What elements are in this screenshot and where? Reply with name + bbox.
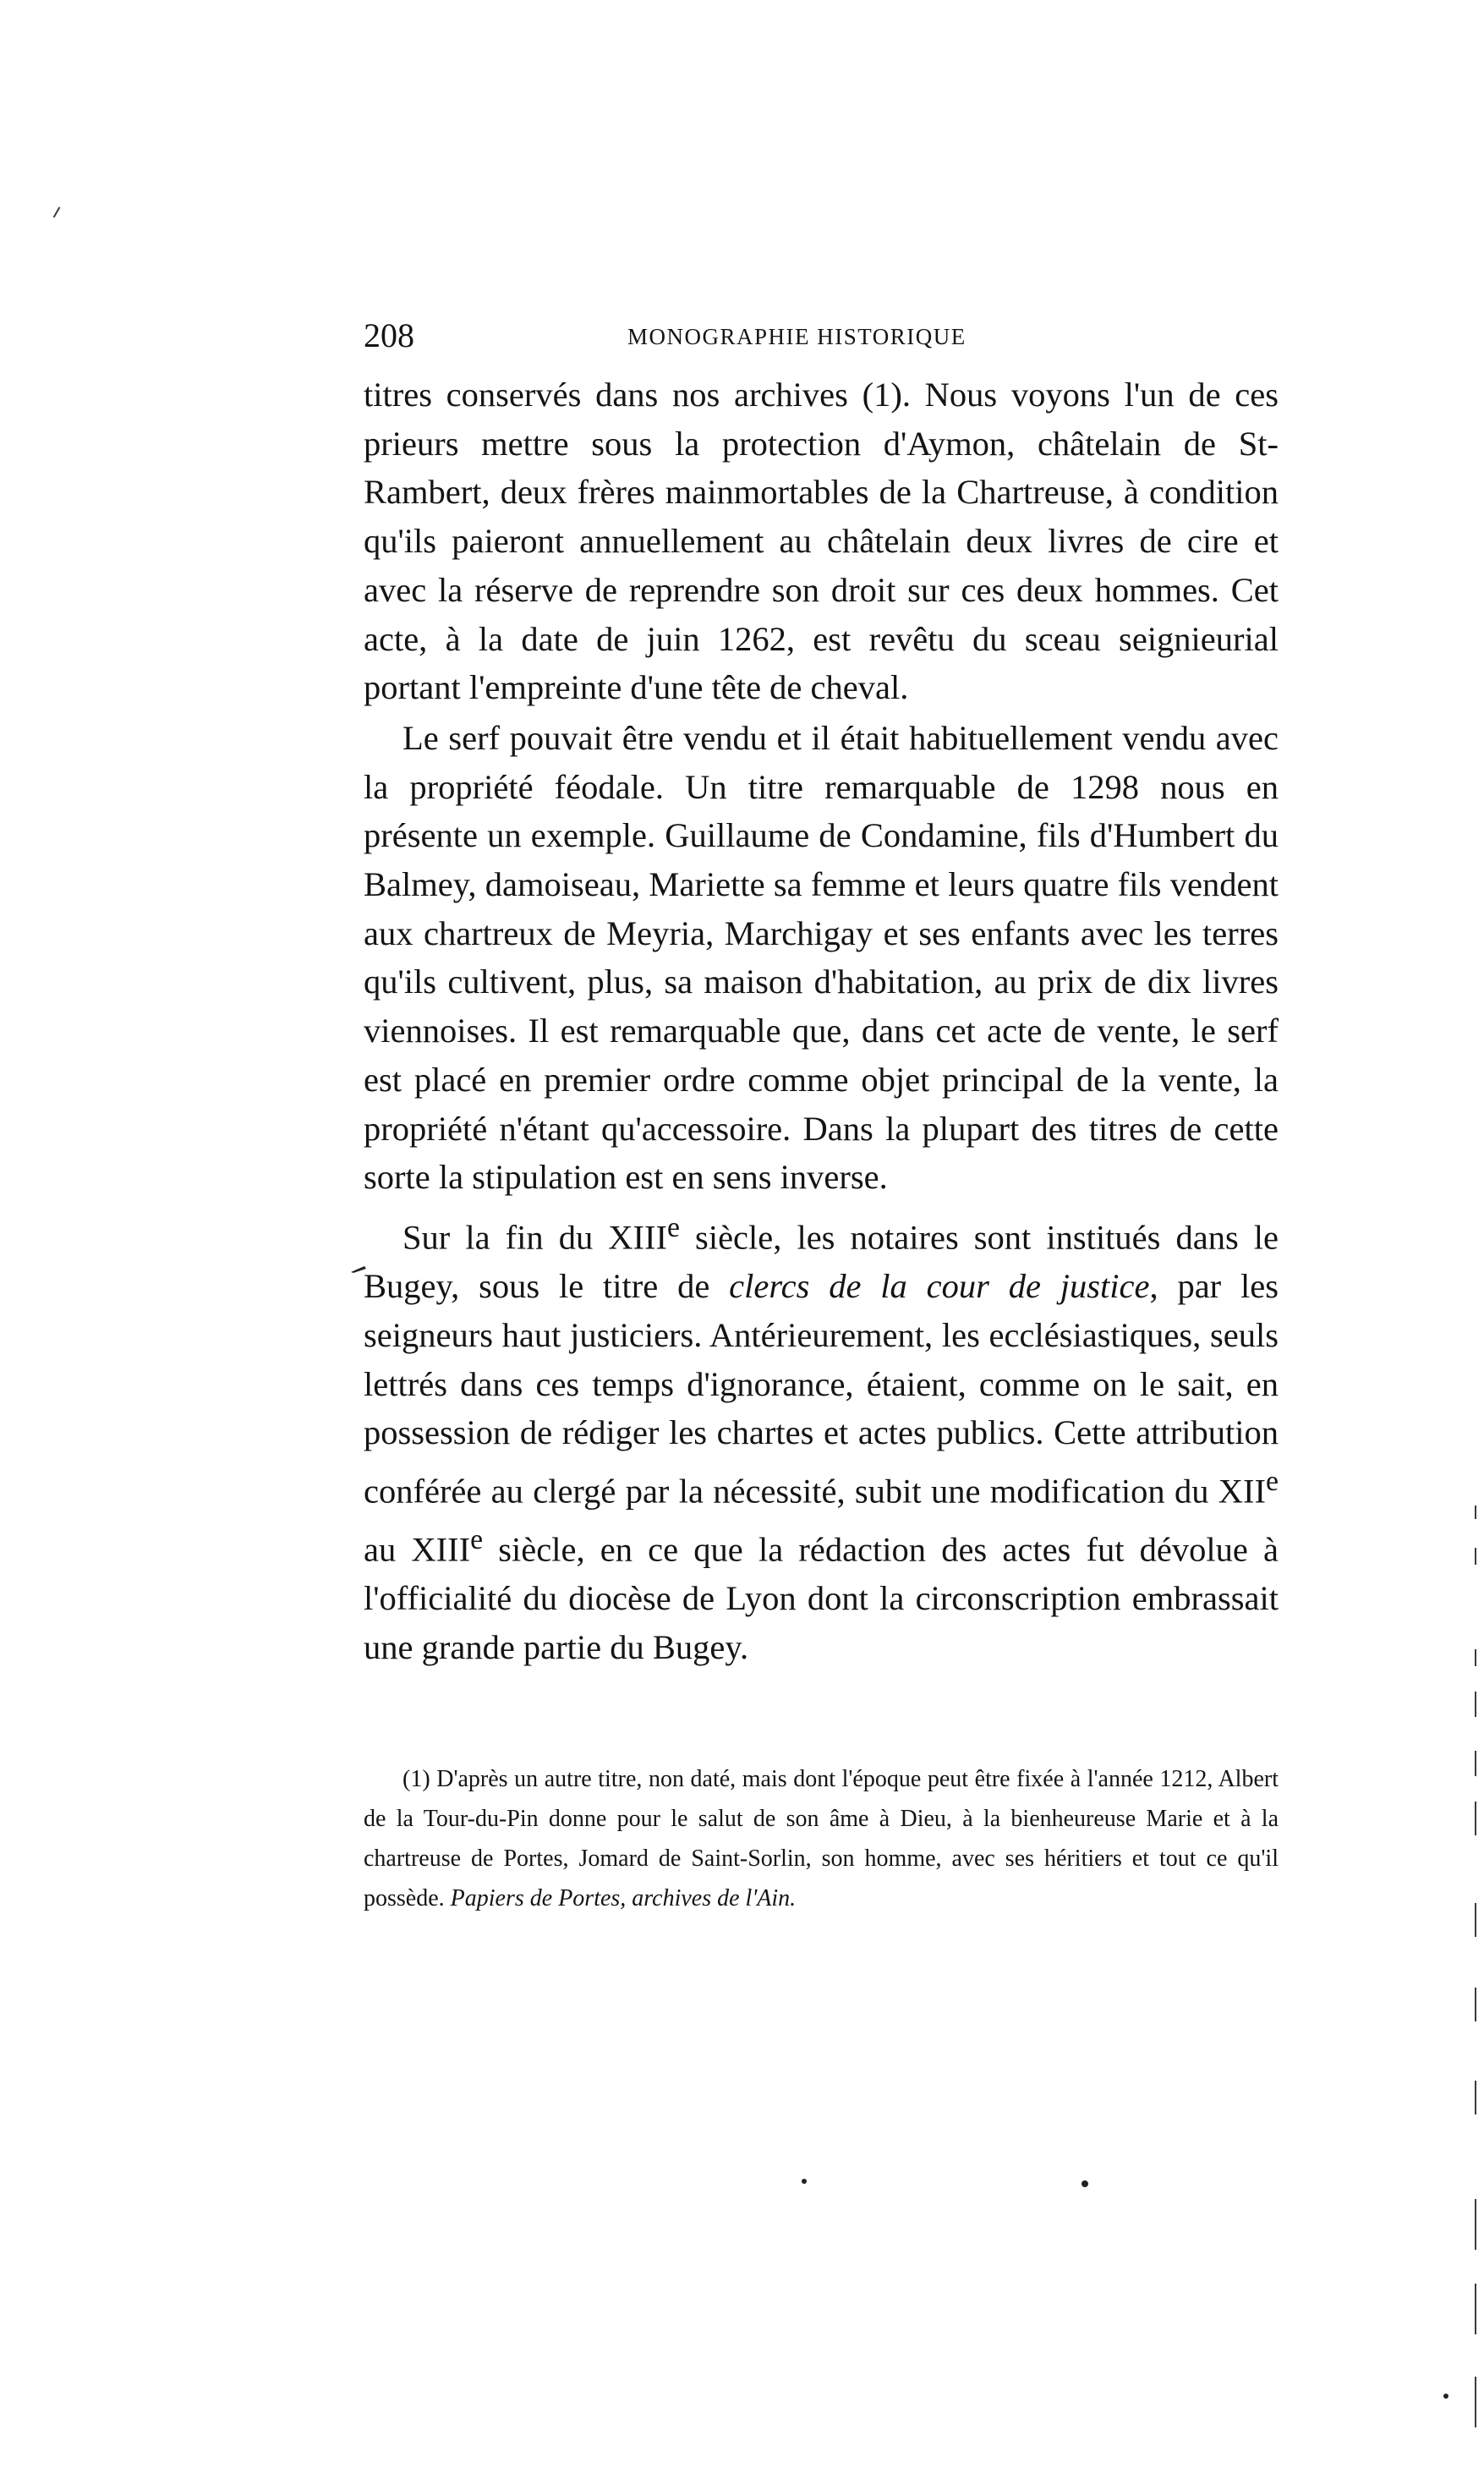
paragraph-text: , par les seigneurs haut justiciers. Antérieurement, les ecclésiastiques, seuls lettrés dans ces temps d'ignorance, étaient, comme on le sait, en possession de rédiger les chartes et actes publics. Cette attribution conférée au clergé par la nécessité, subit une modification du XII <box>364 1267 1279 1511</box>
page-header <box>364 315 1019 357</box>
edge-mark <box>1475 1751 1476 1776</box>
speck <box>1082 2180 1088 2187</box>
superscript: e <box>667 1211 680 1243</box>
edge-mark <box>1475 2284 1476 2334</box>
edge-mark <box>1475 1505 1476 1519</box>
edge-mark <box>1475 2199 1476 2250</box>
superscript: e <box>470 1524 484 1556</box>
edge-mark <box>1475 1548 1476 1565</box>
footnote-text: (1) D'après un autre titre, non daté, mais dont l'époque peut être fixée à l'année 1212, Albert de la Tour-du-Pin donne pour le salut de son âme à Dieu, à la bienheureuse Marie et à la chartreuse de Portes, Jomard de Saint-Sorlin, son homme, avec ses héritiers et tout ce qu'il possède. Papiers de Portes, archives de l'Ain. <box>364 1766 1279 1911</box>
edge-mark <box>1475 1988 1476 2021</box>
italic-phrase: clercs de la cour de justice <box>729 1267 1150 1306</box>
running-title: MONOGRAPHIE HISTORIQUE <box>627 324 967 349</box>
paragraph <box>364 1204 1279 1672</box>
edge-mark <box>1475 1649 1476 1666</box>
paragraph-text: Sur la fin du XIII <box>402 1218 667 1257</box>
paragraph: Le serf pouvait être vendu et il était habituellement vendu avec la propriété féodale. Un titre remarquable de 1298 nous en présente un exemple. Guillaume de Condamine, fils d'Humbert du Balmey, damoiseau, Mariette sa femme et leurs quatre fils vendent aux chartreux de Meyria, Marchigay et ses enfants avec les terres qu'ils cultivent, plus, sa maison d'habitation, au prix de dix livres viennoises. Il est remarquable que, dans cet acte de vente, le serf est placé en premier ordre comme objet principal de la vente, la propriété n'étant qu'accessoire. Dans la plupart des titres de cette sorte la stipulation est en sens inverse. <box>364 718 1279 1197</box>
edge-mark <box>1475 1802 1476 1835</box>
paragraph-text: siècle, en ce que la rédaction des actes fut dévolue à l'officialité du diocèse de Lyon dont la circonscription embrassait une grande partie du Bugey. <box>364 1530 1279 1667</box>
speck <box>802 2179 807 2184</box>
edge-mark <box>1475 2377 1476 2427</box>
ink-mark <box>349 1264 368 1274</box>
paragraph-text: au XIII <box>364 1530 471 1569</box>
footnote-source: Papiers de Portes, archives de l'Ain. <box>450 1885 797 1911</box>
paragraph-text: siècle, les notaires sont institués dans le Bugey, sous le titre de <box>364 1218 1279 1306</box>
edge-mark <box>1475 1903 1476 1937</box>
paragraph-continued: titres conservés dans nos archives (1). Nous voyons l'un de ces prieurs mettre sous la protection d'Aymon, châtelain de St-Rambert, deux frères mainmortables de la Chartreuse, à condition qu'ils paieront annuellement au châtelain deux livres de cire et avec la réserve de reprendre son droit sur ces deux hommes. Cet acte, à la date de juin 1262, est revêtu du sceau seignieurial portant l'empreinte d'une tête de cheval. <box>364 376 1279 707</box>
superscript: e <box>1266 1465 1279 1497</box>
edge-mark <box>1475 1692 1476 1717</box>
speck <box>1443 2394 1448 2399</box>
page-number: 208 <box>364 316 414 354</box>
edge-mark <box>1475 2081 1476 2114</box>
footnote <box>364 1759 1279 1918</box>
edge-mark <box>53 206 61 217</box>
body-text <box>364 370 1279 1672</box>
